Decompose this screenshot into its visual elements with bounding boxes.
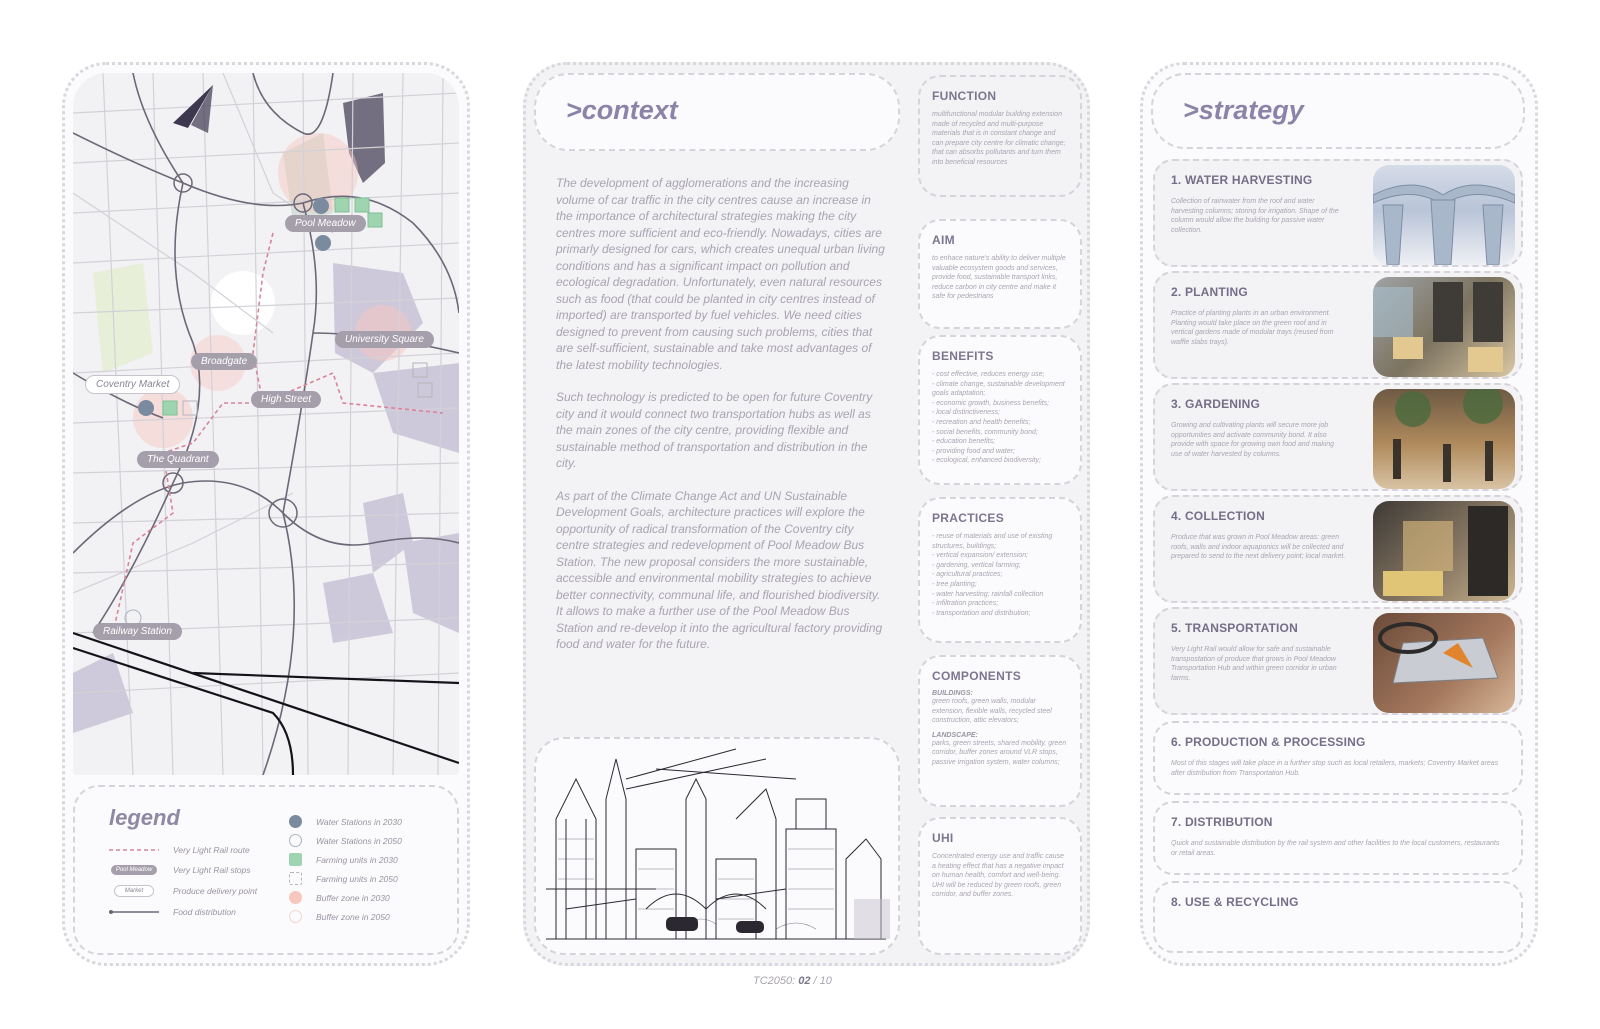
legend-item-vlr-stops: Pool Meadow Very Light Rail stops <box>109 865 251 875</box>
uhi-text: Concentrated energy use and traffic cause a heating effect that has a negative impact on human health, comfort and well-being. UHI will be reduced by green roofs, green corridor, and buffer zones. <box>932 853 1064 899</box>
strategy-item-production <box>1153 721 1523 795</box>
practices-title: PRACTICES <box>932 511 1005 525</box>
legend-item-water-2050: Water Stations in 2050 <box>289 834 402 847</box>
strategy-item-water-harvesting <box>1153 159 1523 267</box>
legend-item-buffer-2050: Buffer zone in 2050 <box>289 910 390 923</box>
strategy-item-title: 6. PRODUCTION & PROCESSING <box>1171 735 1366 749</box>
community-garden-image <box>1373 389 1515 489</box>
legend-item-buffer-2030: Buffer zone in 2030 <box>289 891 390 904</box>
legend-item-farming-2050: Farming units in 2050 <box>289 872 398 885</box>
map-label-university-square[interactable]: University Square <box>335 331 434 348</box>
strategy-item-title: 4. COLLECTION <box>1171 509 1265 523</box>
strategy-item-collection <box>1153 495 1523 603</box>
legend-chip-stop: Pool Meadow <box>111 865 157 875</box>
legend-item-food-distribution: Food distribution <box>109 907 236 917</box>
context-panel <box>523 62 1090 966</box>
components-buildings-label: BUILDINGS: <box>932 690 973 697</box>
strategy-item-title: 3. GARDENING <box>1171 397 1261 411</box>
strategy-item-title: 5. TRANSPORTATION <box>1171 621 1298 635</box>
function-title: FUNCTION <box>932 89 997 103</box>
practices-card <box>918 497 1082 643</box>
context-paragraph-1: The development of agglomerations and the increasing volume of car traffic in the city centres cause an increase in the importance of architectural strategies making the city centres more sufficient and eco-friendly. Nowadays, cities are primarly designed for cars, which creates unequal urban living conditions and has a significant impact on pollution and ecological degradation. Unfortunately, even natural resources such as food (that could be planted in city centres instead of imported) are transported by fuel vehicles. We need cities designed to prevent from causing such problems, cities that are self-sufficient, sustainable and take most advantages of the latest mobility technologies. <box>556 176 885 372</box>
context-paragraph-3: As part of the Climate Change Act and UN Sustainable Development Goals, architecture practices will explore the opportunity of radical transformation of the Coventry city centre strategies and redevelopment of Pool Meadow Bus Station. The new proposal considers the more sustainable, accessible and environmental mobility strategies to achieve better connectivity, communal life, and flourished biodiversity. It allows to make a further use of the Pool Meadow Bus Station and re-develop it into the agricultural factory providing food and water for the future. <box>556 488 883 651</box>
map-panel <box>62 62 470 966</box>
uhi-card <box>918 817 1082 955</box>
function-text: multifunctional modular building extension made of recycled and multi-purpose materials that is in constant change and can prepare city centre for climatic change; that can absorbs pollutants and turn them into beneficial resources <box>932 111 1066 166</box>
practices-text: - reuse of materials and use of existing structures, buildings; - vertical expansion/ extension; - gardening, vertical farming; - agricultural practices; - tree planting; - water harvesting; rainfall collection - infiltration practices; - transportation and distribution; <box>932 533 1053 617</box>
urban-sketch-drawing <box>536 739 898 953</box>
strategy-item-gardening <box>1153 383 1523 491</box>
strategy-item-title: 2. PLANTING <box>1171 285 1248 299</box>
map-label-the-quadrant[interactable]: The Quadrant <box>137 451 219 468</box>
map-label-coventry-market[interactable]: Coventry Market <box>85 375 180 394</box>
legend-item-farming-2030: Farming units in 2030 <box>289 853 398 866</box>
strategy-item-title: 1. WATER HARVESTING <box>1171 173 1313 187</box>
strategy-panel <box>1140 62 1538 966</box>
strategy-item-text: Most of this stages will take place in a further stop such as local retailers, markets; Coventry Market areas after distribution from Transportation Hub. <box>1171 760 1499 777</box>
map-label-broadgate[interactable]: Broadgate <box>191 353 257 370</box>
strategy-item-title: 7. DISTRIBUTION <box>1171 815 1273 829</box>
sketch-illustration <box>534 737 900 955</box>
strategy-item-planting <box>1153 271 1523 379</box>
benefits-text: - cost effective, reduces energy use; - climate change, sustainable development goals adaptation; - economic growth, business benefits; - local distinctiveness; - recreation and health benefits; - social benefits, community bond; - education benefits; - providing food and water; - ecological, enhanced biodiversity; <box>932 371 1065 465</box>
strategy-item-text: Collection of rainwater from the roof and water harvesting columns; storing for irrigation. Shape of the column would allow the building for passive water collection. <box>1171 198 1339 234</box>
legend-item-vlr-route: Very Light Rail route <box>173 845 250 855</box>
function-card <box>918 75 1082 197</box>
strategy-item-text: Quick and sustainable distribution by the rail system and other facilities to the local customers, restaurants or retail areas. <box>1171 840 1500 857</box>
strategy-item-use-recycling <box>1153 881 1523 953</box>
aim-title: AIM <box>932 233 955 247</box>
components-landscape-text: parks, green streets, shared mobility, green corridor, buffer zones around VLR stops, passive irrigation system, water columns; <box>932 739 1067 766</box>
context-title-box <box>534 73 900 151</box>
components-title: COMPONENTS <box>932 669 1022 683</box>
context-title: >context <box>566 95 678 125</box>
strategy-item-transportation <box>1153 607 1523 715</box>
site-map[interactable] <box>73 73 459 775</box>
light-rail-image <box>1373 613 1515 713</box>
map-label-high-street[interactable]: High Street <box>251 391 321 408</box>
components-card <box>918 655 1082 807</box>
page-number: TC2050: 02 / 10 <box>753 975 832 987</box>
context-paragraph-2: Such technology is predicted to be open for future Coventry city and it would connect two transportation hubs as well as the main zones of the city centre, providing flexible and sustainable method of transportation and distribution in the city. <box>556 390 873 470</box>
map-drawing <box>73 73 459 775</box>
strategy-item-title: 8. USE & RECYCLING <box>1171 895 1299 909</box>
legend-title: legend <box>109 805 180 830</box>
aim-card <box>918 219 1082 329</box>
aim-text: to enhace nature's ability to deliver multiple valuable ecosystem goods and services, provide food, sustainable transport links, reduce carbon in city centre and make it safe for pedestrians <box>932 255 1066 301</box>
legend-item-water-2030: Water Stations in 2030 <box>289 815 402 828</box>
components-landscape-label: LANDSCAPE: <box>932 731 978 739</box>
uhi-title: UHI <box>932 831 954 845</box>
strategy-item-text: Growing and cultivating plants will secure more job opportunities and activate community bond. It also provide with space for growing own food and making use of water harvested by columns. <box>1171 422 1335 458</box>
context-body <box>556 175 886 669</box>
legend-item-delivery-point: Market Produce delivery point <box>109 885 257 897</box>
strategy-title-box <box>1151 73 1525 149</box>
strategy-item-distribution <box>1153 801 1523 875</box>
map-label-railway-station[interactable]: Railway Station <box>93 623 182 640</box>
strategy-title: >strategy <box>1183 95 1304 125</box>
strategy-item-text: Practice of planting plants in an urban environment. Planting would take place on the green roof and in vertical gardens made of modular trays (reused from waffle slabs trays). <box>1171 310 1334 346</box>
map-legend <box>73 785 459 955</box>
strategy-item-text: Produce that was grown in Pool Meadow areas: green roofs, walls and indoor aquaponics will be collected and prepared to send to the next delivery point; local market. <box>1171 534 1346 561</box>
map-label-pool-meadow[interactable]: Pool Meadow <box>285 215 366 232</box>
components-buildings-text: green roofs, green walls, modular extension, flexible walls, recycled steel construction, attic elevators; <box>932 698 1052 725</box>
benefits-title: BENEFITS <box>932 349 994 363</box>
collection-image <box>1373 501 1515 601</box>
vertical-garden-image <box>1373 277 1515 377</box>
legend-chip-market: Market <box>114 885 154 897</box>
benefits-card <box>918 335 1082 485</box>
strategy-item-text: Very Light Rail would allow for safe and sustainable transpostation of produce that grows in Pool Meadow Transportation Hub and within green corridor in urban farms. <box>1171 646 1337 682</box>
water-columns-image <box>1373 165 1515 265</box>
